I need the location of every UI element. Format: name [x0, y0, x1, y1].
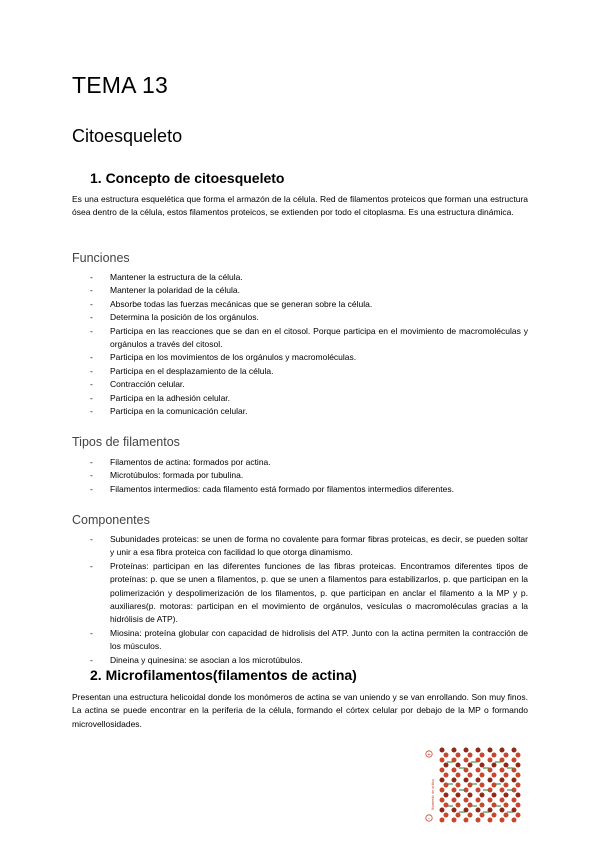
actin-monomer	[444, 803, 449, 808]
actin-monomer	[500, 748, 505, 753]
list-item: - Contracción celular.	[72, 378, 528, 391]
actin-monomer	[452, 768, 457, 773]
actin-monomer	[452, 798, 457, 803]
actin-monomer	[468, 763, 473, 768]
list-item: - Participa en la adhesión celular.	[72, 392, 528, 405]
actin-monomer	[440, 788, 445, 793]
actin-monomer	[516, 753, 521, 758]
actin-monomer	[516, 773, 521, 778]
list-item: - Participa en las reacciones que se dan en el citosol. Porque participa en el movimiento de macromoléculas y orgánulos a través del citosol.	[72, 325, 528, 352]
actin-monomer	[516, 763, 521, 768]
actin-monomer	[500, 778, 505, 783]
list-item: - Filamentos de actina: formados por actina.	[72, 456, 528, 469]
list-item: - Absorbe todas las fuerzas mecánicas que se generan sobre la célula.	[72, 298, 528, 311]
actin-monomer	[468, 753, 473, 758]
actin-monomer	[440, 748, 445, 753]
actin-monomer	[504, 773, 509, 778]
list-item: - Mantener la polaridad de la célula.	[72, 284, 528, 297]
actin-monomer	[488, 778, 493, 783]
actin-monomer	[500, 788, 505, 793]
actin-monomer	[476, 748, 481, 753]
actin-monomer	[456, 803, 461, 808]
actin-monomer	[440, 798, 445, 803]
actin-monomer	[516, 813, 521, 818]
actin-monomer	[480, 783, 485, 788]
actin-monomer	[480, 793, 485, 798]
actin-monomer	[500, 768, 505, 773]
actin-monomer	[504, 793, 509, 798]
list-item: - Mantener la estructura de la célula.	[72, 271, 528, 284]
actin-monomer	[464, 748, 469, 753]
actin-monomer	[512, 798, 517, 803]
section-2-heading: 2. Microfilamentos(filamentos de actina)	[90, 667, 357, 683]
actin-monomer	[452, 748, 457, 753]
actin-monomer	[440, 808, 445, 813]
list-item: - Participa en los movimientos de los orgánulos y macromoléculas.	[72, 351, 528, 364]
actin-monomer	[512, 758, 517, 763]
actin-monomer	[452, 778, 457, 783]
actin-monomer	[468, 813, 473, 818]
actin-monomer	[504, 803, 509, 808]
actin-monomer	[492, 803, 497, 808]
actin-monomer	[512, 778, 517, 783]
actin-monomer	[488, 818, 493, 823]
actin-monomer	[464, 798, 469, 803]
actin-monomer	[480, 813, 485, 818]
tipos-list	[72, 456, 528, 496]
chapter-title: Citoesqueleto	[72, 126, 183, 146]
document-title: TEMA 13	[72, 72, 168, 98]
actin-monomer	[444, 793, 449, 798]
actin-monomer	[464, 778, 469, 783]
actin-monomer	[476, 768, 481, 773]
funciones-heading: Funciones	[72, 251, 130, 265]
actin-monomer	[444, 773, 449, 778]
componentes-heading: Componentes	[72, 513, 150, 527]
actin-monomer	[440, 768, 445, 773]
actin-monomer	[504, 783, 509, 788]
actin-monomer	[512, 748, 517, 753]
actin-monomer	[468, 773, 473, 778]
actin-monomer	[480, 773, 485, 778]
minus-end-label: –	[427, 816, 431, 822]
actin-monomer	[492, 763, 497, 768]
actin-monomer	[492, 753, 497, 758]
actin-monomer	[444, 763, 449, 768]
componentes-list	[72, 533, 528, 667]
actin-monomer	[440, 778, 445, 783]
actin-monomer	[476, 808, 481, 813]
actin-monomer	[456, 793, 461, 798]
actin-monomer	[456, 773, 461, 778]
actin-monomer	[452, 788, 457, 793]
plus-end-label: +	[426, 752, 432, 758]
actin-monomer	[492, 793, 497, 798]
actin-monomer	[452, 818, 457, 823]
actin-monomer	[456, 813, 461, 818]
list-item: - Dineina y quinesina: se asocian a los microtúbulos.	[72, 654, 528, 667]
figure-side-label: filamento de actina	[431, 779, 435, 810]
actin-monomer	[468, 803, 473, 808]
section-2-intro: Presentan una estructura helicoidal donde los monómeros de actina se van uniendo y se van enrollando. Son muy finos. La actina se puede encontrar en la periferia de la célula, formando el córtex celular por debajo de la MP o formando microvellosidades.	[72, 692, 528, 729]
actin-monomer	[488, 748, 493, 753]
actin-monomer	[468, 783, 473, 788]
actin-monomer	[500, 798, 505, 803]
actin-helix-strands	[440, 748, 521, 823]
actin-monomer	[516, 793, 521, 798]
list-item: - Proteínas: participan en las diferentes funciones de las fibras proteicas. Encontramos diferentes tipos de proteínas: p. que se unen a filamentos, p. que se unen a filamentos para estabilizarlos, p. que participan en la polimerización y despolimerización de los filamentos, p. que participan en anclar el filamento a la MP y p. auxiliares(p. motoras: participan en el movimiento de orgánulos, vesículas o macromoléculas gracias a la hidrólisis de ATP).	[72, 560, 528, 627]
actin-monomer	[488, 798, 493, 803]
actin-monomer	[444, 753, 449, 758]
actin-monomer	[456, 783, 461, 788]
list-item: - Microtúbulos: formada por tubulina.	[72, 469, 528, 482]
section-1-heading: 1. Concepto de citoesqueleto	[90, 170, 285, 186]
actin-monomer	[480, 763, 485, 768]
actin-monomer	[500, 808, 505, 813]
actin-monomer	[516, 783, 521, 788]
funciones-list	[72, 271, 528, 418]
actin-monomer	[468, 793, 473, 798]
list-item: - Participa en el desplazamiento de la célula.	[72, 365, 528, 378]
actin-monomer	[492, 773, 497, 778]
actin-monomer	[476, 798, 481, 803]
list-item: - Miosina: proteína globular con capacidad de hidrolisis del ATP. Junto con la actina permiten la contracción de los músculos.	[72, 627, 528, 654]
actin-monomer	[488, 758, 493, 763]
actin-monomer	[440, 818, 445, 823]
actin-monomer	[492, 783, 497, 788]
section-1-intro: Es una estructura esquelética que forma el armazón de la célula. Red de filamentos proteicos que forman una estructura ósea dentro de la célula, estos filamentos proteicos, se extienden por todo el citoplasma. Es una estructura dinámica.	[72, 194, 528, 218]
actin-monomer	[476, 818, 481, 823]
actin-monomer	[456, 753, 461, 758]
actin-monomer	[504, 763, 509, 768]
actin-monomer	[480, 753, 485, 758]
list-item: - Subunidades proteicas: se unen de forma no covalente para formar fibras proteicas, es decir, se pueden soltar y unir a esa fibra proteica con facilidad lo que otorga dinamismo.	[72, 533, 528, 560]
actin-monomer	[504, 813, 509, 818]
actin-monomer	[464, 818, 469, 823]
tipos-heading: Tipos de filamentos	[72, 435, 180, 449]
actin-monomer	[444, 813, 449, 818]
actin-monomer	[504, 753, 509, 758]
actin-monomer	[464, 758, 469, 763]
actin-monomer	[516, 803, 521, 808]
actin-monomer	[492, 813, 497, 818]
actin-filament-figure	[420, 744, 528, 828]
actin-monomer	[476, 778, 481, 783]
actin-monomer	[480, 803, 485, 808]
list-item: - Determina la posición de los orgánulos.	[72, 311, 528, 324]
actin-monomer	[512, 818, 517, 823]
list-item: - Filamentos intermedios: cada filamento está formado por filamentos intermedios diferentes.	[72, 483, 528, 496]
actin-monomer	[452, 808, 457, 813]
actin-monomer	[456, 763, 461, 768]
actin-monomer	[500, 818, 505, 823]
actin-monomer	[444, 783, 449, 788]
actin-monomer	[476, 788, 481, 793]
actin-monomer	[440, 758, 445, 763]
list-item: - Participa en la comunicación celular.	[72, 405, 528, 418]
